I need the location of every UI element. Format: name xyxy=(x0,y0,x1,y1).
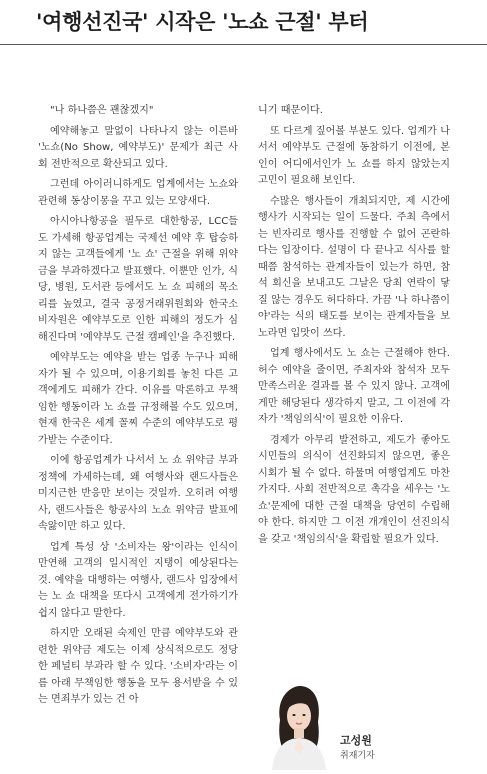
paragraph: 예약해놓고 말없이 나타나지 않는 이른바 '노쇼(No Show, 예약부도)' 문제가 최근 사회 전반적으로 확산되고 있다. xyxy=(38,125,238,170)
headline-rule xyxy=(0,44,487,45)
right-column xyxy=(258,103,450,548)
paragraph: 그런데 아이러니하게도 업계에서는 노쇼와 관련해 동상이몽을 꾸고 있는 모양새다. xyxy=(38,179,238,207)
reporter-name: 고성원 xyxy=(340,734,372,747)
left-column xyxy=(38,103,238,709)
headline: '여행선진국' 시작은 '노쇼 근절' 부터 xyxy=(36,10,369,34)
paragraph: 수많은 행사들이 개최되지만, 제 시간에 행사가 시작되는 일이 드물다. 주최 측에서는 빈자리로 행사를 진행할 수 없어 곤란하다는 입장이다. 설명이 다 끝나고 식사를 할 때쯤 참석하는 관계자들이 있는가 하면, 참석 회신을 보내고도 그날은 당최 연락이 닿질 않는 경우도 허다하다. 가끔 '나 하나쯤이야'라는 식의 태도를 보이는 관계자들을 보노라면 입맛이 쓰다. xyxy=(258,195,450,339)
reporter-photo xyxy=(266,680,330,770)
paragraph: 또 다르게 짚어볼 부분도 있다. 업계가 나서서 예약부도 근절에 동참하기 이전에, 본인이 어디에서인가 노 쇼를 하지 않았는지 고민이 필요해 보인다. xyxy=(258,125,450,186)
paragraph: 이에 항공업계가 나서서 노 쇼 위약금 부과 정책에 가세하는데, 왜 여행사와 랜드사들은 미지근한 반응만 보이는 것일까. 오히려 여행사, 랜드사들은 항공사의 노쇼 위약금 발표에 속앓이만 하고 있다. xyxy=(38,455,238,532)
paragraph: 아시아나항공을 필두로 대한항공, LCC들도 가세해 항공업계는 국제선 예약 후 탑승하지 않는 고객들에게 '노 쇼' 근절을 위해 위약금을 부과하겠다고 발표했다. 이뿐만 인가, 식당, 병원, 도서관 등에서도 노 쇼 피해의 목소리를 높였고, 결국 공정거래위원회와 한국소비자원은 예약부도로 인한 피해의 정도가 심해진다며 '예약부도 근절 캠페인'을 추진했다. xyxy=(38,216,238,343)
paragraph: 경제가 아무리 발전하고, 제도가 좋아도 시민들의 의식이 선진화되지 않으면, 좋은 시회가 될 수 없다. 하물며 여행업계도 마찬가지다. 사회 전반적으로 촉각을 세우는 '노 쇼'문제에 대한 근절 대책을 당연히 수립해야 한다. 하지만 그 이전 개개인이 선진의식을 갖고 '책임의식'을 확립할 필요가 있다. xyxy=(258,434,450,545)
paragraph: 하지만 오래된 숙제인 만큼 예약부도와 관련한 위약금 제도는 이제 상식적으로도 정당한 페널티 부과라 할 수 있다. '소비자'라는 이름 아래 무책임한 행동을 모두 용서받을 수 있는 면죄부가 있는 건 아 xyxy=(38,628,238,705)
paragraph: 니기 때문이다. xyxy=(258,105,323,116)
pull-quote: "나 하나쯤은 괜찮겠지" xyxy=(50,105,154,116)
byline xyxy=(258,680,458,774)
paragraph: 업계 행사에서도 노 쇼는 근절해야 한다. 허수 예약을 줄이면, 주최자와 참석자 모두 만족스러운 결과를 볼 수 있지 않나. 고객에게만 해당된다 생각하지 말고, 그 이전에 각자가 '책임의식'이 필요한 이유다. xyxy=(258,348,450,425)
paragraph: 예약부도는 예약을 받는 업종 누구나 피해자가 될 수 있으며, 이용기회를 놓친 다른 고객에게도 피해가 간다. 이유를 막론하고 무책임한 행동이라 노 쇼를 규정해볼 수도 있으며, 현재 한국은 세계 꼴찌 수준의 예약부도로 평가받는 수준이다. xyxy=(38,352,238,446)
reporter-role: 취재기자 xyxy=(340,751,375,761)
paragraph: 업계 특성 상 '소비자는 왕'이라는 인식이 만연해 고객의 일시적인 지탱이 예상된다는 것. 예약을 대행하는 여행사, 랜드사 입장에서는 노 쇼 대책을 또다시 고객에게 전가하기가 쉽지 않다고 말한다. xyxy=(38,541,238,619)
